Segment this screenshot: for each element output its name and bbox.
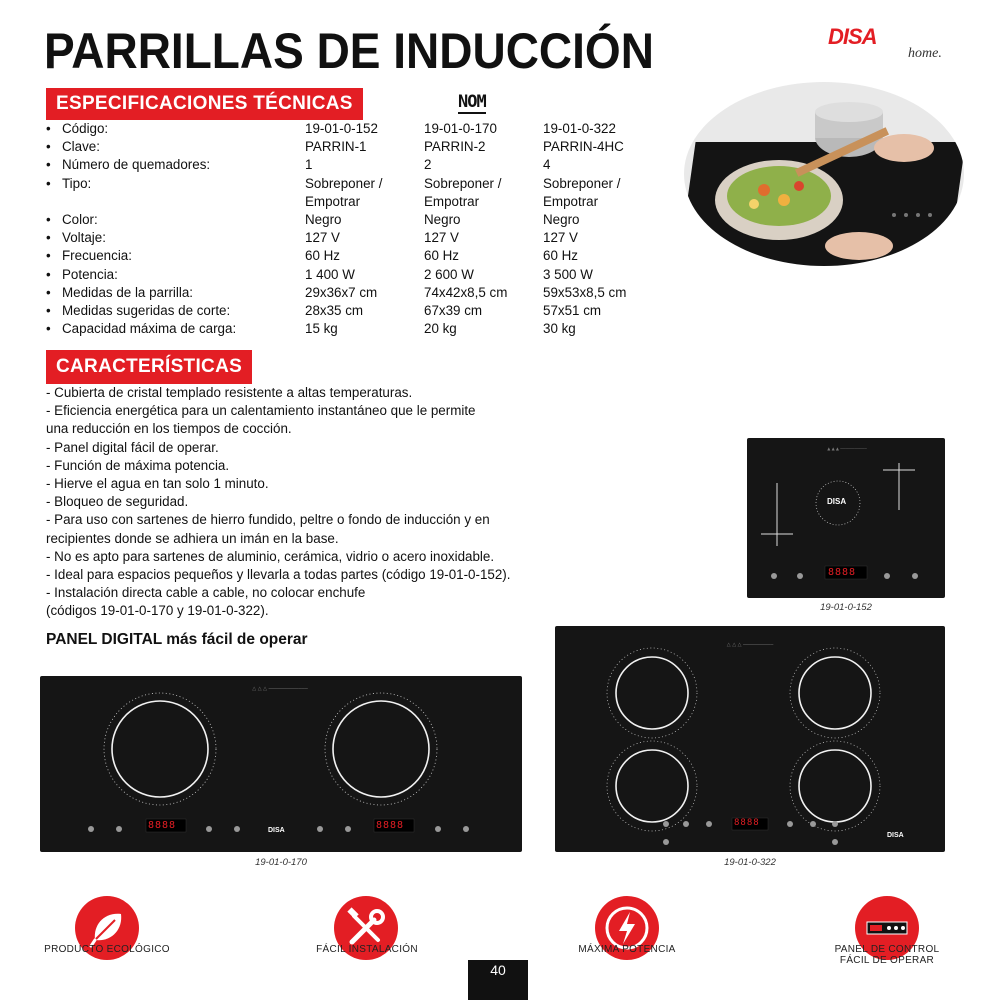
spec-value: Empotrar [543, 193, 599, 209]
characteristic-line: recipientes donde se adhiera un imán en la base. [46, 530, 339, 546]
caption-322: 19-01-0-322 [724, 857, 776, 868]
spec-row [46, 230, 662, 248]
specs-header: ESPECIFICACIONES TÉCNICAS [46, 88, 363, 120]
cooktop-170 [40, 676, 522, 852]
spec-value: Negro [424, 211, 461, 227]
characteristic-line: (códigos 19-01-0-170 y 19-01-0-322). [46, 603, 269, 619]
cooking-photo-illustration [684, 82, 964, 266]
characteristics-header: CARACTERÍSTICAS [46, 350, 252, 384]
spec-value: Sobreponer / [543, 175, 621, 191]
characteristic-line: - Instalación directa cable a cable, no colocar enchufe [46, 585, 366, 601]
spec-row [46, 212, 662, 230]
spec-label: Clave: [62, 139, 100, 155]
cooktop-152 [747, 438, 945, 598]
characteristic-line: - No es apto para sartenes de aluminio, cerámica, vidrio o acero inoxidable. [46, 548, 495, 564]
characteristic-line: - Eficiencia energética para un calentamiento instantáneo que le permite [46, 403, 476, 419]
svg-text:△ △ △ ──────────: △ △ △ ────────── [726, 642, 774, 648]
feature-label-panel-line1: PANEL DE CONTROL [834, 944, 940, 955]
spec-row [46, 285, 662, 303]
spec-label: Tipo: [62, 175, 92, 191]
spec-row [46, 157, 662, 175]
svg-text:DISA: DISA [887, 832, 904, 839]
spec-label: Número de quemadores: [62, 157, 211, 173]
feature-label-panel-line2: FÁCIL DE OPERAR [839, 955, 935, 966]
spec-row [46, 303, 662, 321]
spec-value: 3 500 W [543, 266, 593, 282]
spec-label: Color: [62, 211, 98, 227]
bullet: • [46, 211, 51, 227]
bullet: • [46, 230, 51, 246]
page-number: 40 [468, 960, 528, 1000]
bullet: • [46, 284, 51, 300]
spec-value: 60 Hz [305, 248, 340, 264]
characteristic-line: - Bloqueo de seguridad. [46, 494, 189, 510]
spec-label: Frecuencia: [62, 248, 132, 264]
spec-label: Voltaje: [62, 230, 106, 246]
spec-label: Medidas de la parrilla: [62, 284, 193, 300]
spec-value: 30 kg [543, 321, 576, 337]
bullet: • [46, 321, 51, 337]
logo-suffix: home. [908, 46, 942, 61]
characteristic-line: - Cubierta de cristal templado resistente a altas temperaturas. [46, 385, 413, 400]
spec-value: 57x51 cm [543, 302, 602, 318]
spec-label [62, 194, 305, 212]
cooktop-170-drawing [40, 676, 522, 852]
specs-table [46, 121, 662, 339]
spec-value: 127 V [305, 230, 340, 246]
spec-row [46, 121, 662, 139]
spec-value: 1 400 W [305, 266, 355, 282]
display-170-right: 8888 [376, 820, 405, 831]
spec-value: 60 Hz [543, 248, 578, 264]
svg-text:DISA: DISA [827, 497, 847, 506]
nom-mark: NOM [458, 92, 486, 112]
spec-value: 127 V [543, 230, 578, 246]
spec-label: Medidas sugeridas de corte: [62, 302, 231, 318]
spec-value: PARRIN-1 [305, 139, 367, 155]
spec-label: Potencia: [62, 266, 118, 282]
spec-value: 15 kg [305, 321, 338, 337]
feature-label-power: MÁXIMA POTENCIA [578, 944, 676, 955]
bullet: • [46, 139, 51, 155]
characteristic-line: - Ideal para espacios pequeños y llevarla a todas partes (código 19-01-0-152). [46, 567, 511, 583]
spec-value: 20 kg [424, 321, 457, 337]
spec-value: Sobreponer / [424, 175, 502, 191]
display-152: 8888 [828, 567, 857, 578]
spec-value: 4 [543, 157, 551, 173]
feature-label-install: FÁCIL INSTALACIÓN [316, 944, 418, 955]
spec-row [46, 267, 662, 285]
spec-value: 2 [424, 157, 432, 173]
feature-label-eco: PRODUCTO ECOLÓGICO [44, 944, 170, 955]
characteristic-line: - Hierve el agua en tan solo 1 minuto. [46, 476, 269, 492]
spec-value: PARRIN-4HC [543, 139, 624, 155]
spec-label: Código: [62, 121, 109, 136]
cooktop-322 [555, 626, 945, 852]
svg-text:▲ ▲ ▲ ───────────: ▲ ▲ ▲ ─────────── [827, 446, 867, 451]
spec-value: 59x53x8,5 cm [543, 284, 627, 300]
spec-value: 28x35 cm [305, 302, 364, 318]
characteristic-line: - Panel digital fácil de operar. [46, 439, 219, 455]
bullet [46, 194, 62, 212]
spec-value: PARRIN-2 [424, 139, 486, 155]
characteristics-list [46, 384, 686, 621]
spec-row [46, 176, 662, 194]
spec-value: Empotrar [424, 193, 480, 209]
spec-value: 60 Hz [424, 248, 459, 264]
spec-row [46, 139, 662, 157]
feature-label-panel [810, 944, 964, 966]
spec-label: Capacidad máxima de carga: [62, 321, 237, 337]
spec-value: Negro [305, 211, 342, 227]
spec-value: 19-01-0-170 [424, 121, 497, 136]
logo-brand: DISA [828, 24, 877, 49]
bullet: • [46, 121, 51, 136]
page-title: PARRILLAS DE INDUCCIÓN [44, 23, 654, 79]
spec-value: 19-01-0-322 [543, 121, 616, 136]
spec-value: 127 V [424, 230, 459, 246]
display-322: 8888 [734, 818, 760, 828]
svg-text:DISA: DISA [268, 827, 285, 834]
bullet: • [46, 157, 51, 173]
characteristic-line: - Para uso con sartenes de hierro fundido, peltre o fondo de inducción y en [46, 512, 490, 528]
bullet: • [46, 248, 51, 264]
spec-value: 19-01-0-152 [305, 121, 378, 136]
brand-logo [828, 24, 958, 64]
cooking-photo [684, 82, 964, 266]
bullet: • [46, 175, 51, 191]
bullet: • [46, 266, 51, 282]
spec-value: Negro [543, 211, 580, 227]
spec-row [46, 321, 662, 339]
caption-170: 19-01-0-170 [255, 857, 307, 868]
characteristic-line: - Función de máxima potencia. [46, 457, 230, 473]
spec-value: 2 600 W [424, 266, 474, 282]
bullet: • [46, 302, 51, 318]
panel-heading: PANEL DIGITAL más fácil de operar [46, 631, 308, 648]
caption-152: 19-01-0-152 [820, 602, 872, 613]
spec-row [46, 248, 662, 266]
spec-value: 67x39 cm [424, 302, 483, 318]
spec-value: Sobreponer / [305, 175, 383, 191]
spec-value: Empotrar [305, 193, 361, 209]
svg-text:△ △ △ ─────────────: △ △ △ ───────────── [252, 686, 308, 692]
spec-value: 1 [305, 157, 313, 173]
display-170-left: 8888 [148, 820, 177, 831]
characteristic-line: una reducción en los tiempos de cocción. [46, 421, 292, 437]
spec-value: 29x36x7 cm [305, 284, 378, 300]
spec-value: 74x42x8,5 cm [424, 284, 508, 300]
spec-row [46, 194, 662, 212]
